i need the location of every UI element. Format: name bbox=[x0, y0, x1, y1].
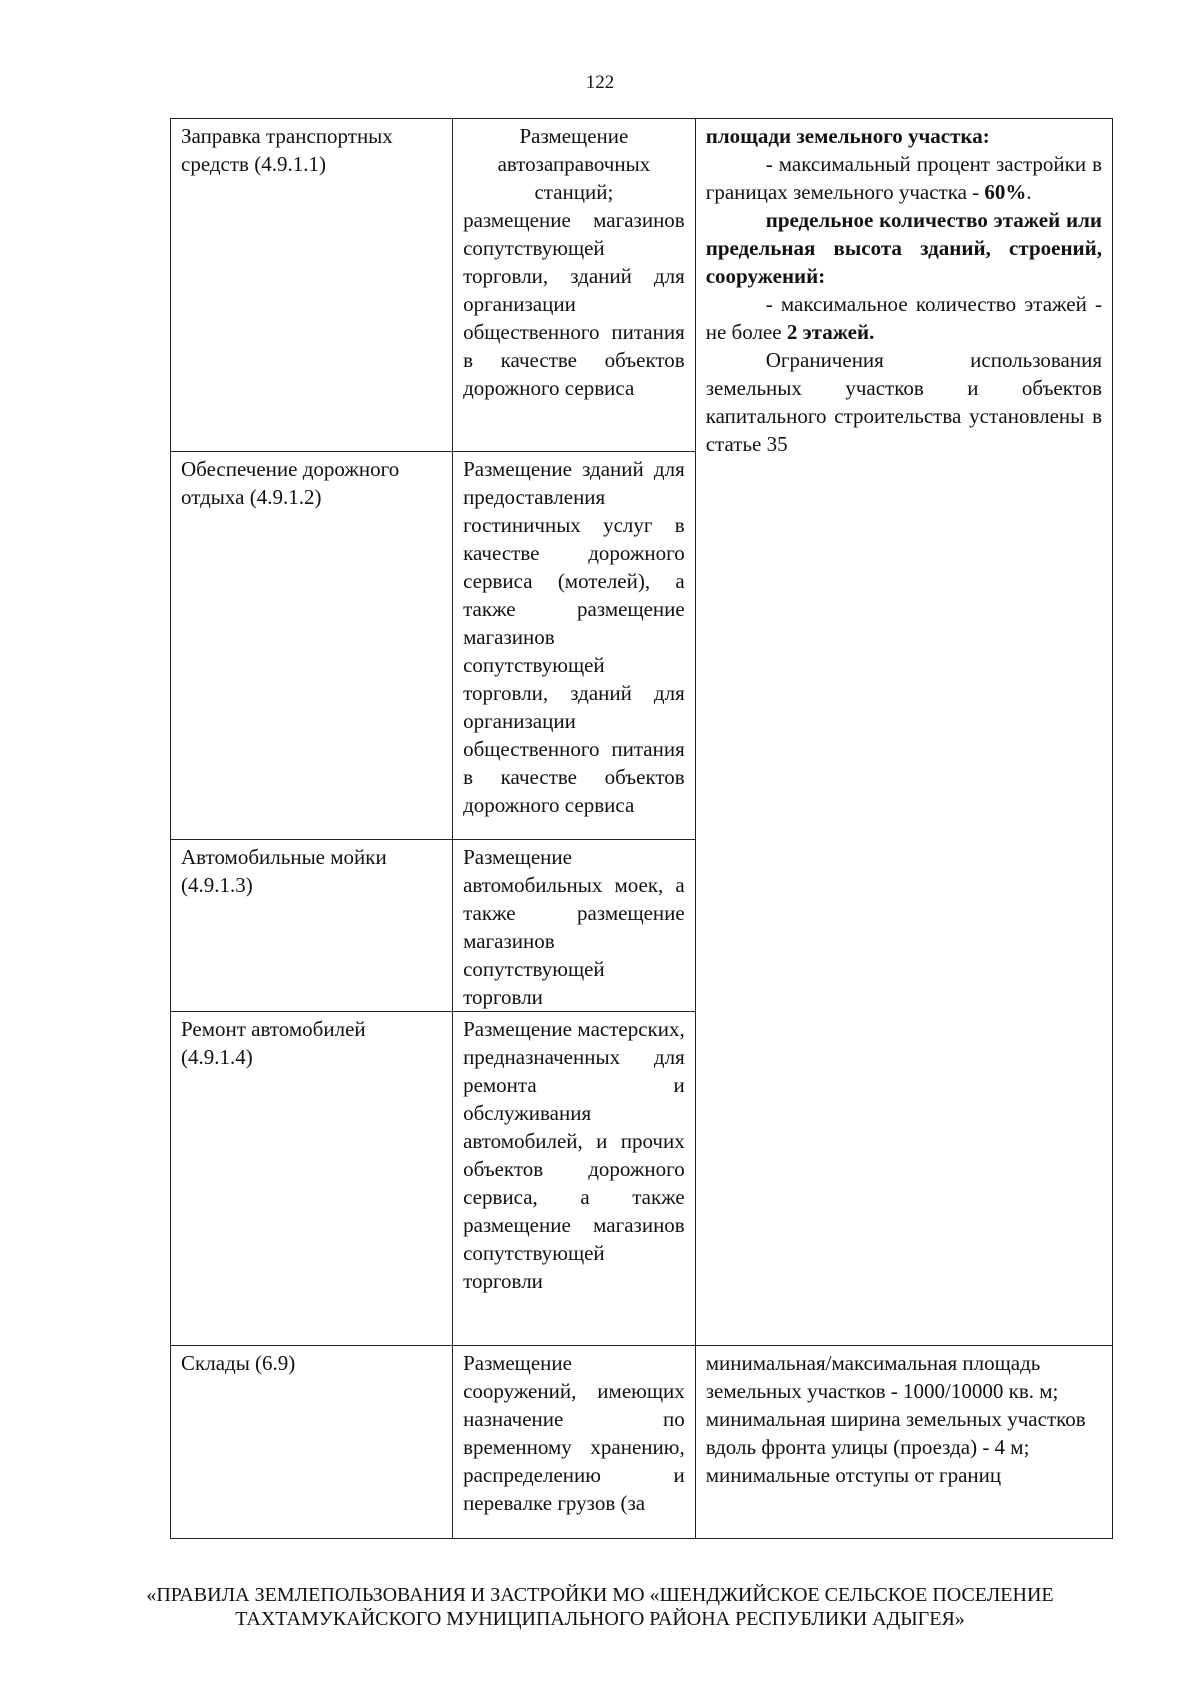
table-row bbox=[171, 119, 1113, 452]
use-type-cell: Заправка транспортных средств (4.9.1.1) bbox=[171, 119, 453, 452]
use-type-cell: Склады (6.9) bbox=[171, 1346, 453, 1539]
use-type-cell: Обеспечение дорожного отдыха (4.9.1.2) bbox=[171, 452, 453, 840]
footer-line-2: ТАХТАМУКАЙСКОГО МУНИЦИПАЛЬНОГО РАЙОНА РЕСПУБЛИКИ АДЫГЕЯ» bbox=[235, 1608, 965, 1630]
use-type-cell: Автомобильные мойки (4.9.1.3) bbox=[171, 840, 453, 1012]
description-cell: Размещение сооружений, имеющих назначение по временному хранению, распределению и перевалке грузов (за bbox=[453, 1346, 696, 1539]
description-cell: Размещение мастерских, предназначенных для ремонта и обслуживания автомобилей, и прочих объектов дорожного сервиса, а также размещение магазинов сопутствующей торговли bbox=[453, 1012, 696, 1346]
page-number: 122 bbox=[585, 72, 615, 93]
params2-line: минимальные отступы от границ bbox=[705, 1463, 1002, 1487]
params2-line: минимальная/максимальная площадь земельных участков - 1000/10000 кв. м; bbox=[705, 1351, 1059, 1403]
table-row bbox=[171, 1346, 1113, 1539]
document-footer bbox=[0, 1583, 1200, 1631]
parameters-cell bbox=[695, 119, 1112, 1346]
params-line-3: Ограничения использования земельных участков и объектов капитального строительства установлены в статье 35 bbox=[705, 348, 1102, 456]
description-cell: Размещение автозаправочных станций; размещение магазинов сопутствующей торговли, зданий для организации общественного питания в качестве объектов дорожного сервиса bbox=[453, 119, 696, 452]
params2-line: минимальная ширина земельных участков вдоль фронта улицы (проезда) - 4 м; bbox=[705, 1407, 1086, 1459]
land-use-table bbox=[170, 118, 1113, 1539]
description-cell: Размещение зданий для предоставления гостиничных услуг в качестве дорожного сервиса (мотелей), а также размещение магазинов сопутствующей торговли, зданий для организации общественного питания в качестве объектов дорожного сервиса bbox=[453, 452, 696, 840]
description-cell: Размещение автомобильных моек, а также размещение магазинов сопутствующей торговли bbox=[453, 840, 696, 1012]
use-type-cell: Ремонт автомобилей (4.9.1.4) bbox=[171, 1012, 453, 1346]
params-heading-2: предельное количество этажей или предельная высота зданий, строений, сооружений: bbox=[705, 208, 1102, 288]
footer-line-1: «ПРАВИЛА ЗЕМЛЕПОЛЬЗОВАНИЯ И ЗАСТРОЙКИ МО «ШЕНДЖИЙСКОЕ СЕЛЬСКОЕ ПОСЕЛЕНИЕ bbox=[146, 1584, 1054, 1606]
parameters-cell bbox=[695, 1346, 1112, 1539]
params-line-1: - максимальный процент застройки в границах земельного участка - 60%. bbox=[705, 152, 1102, 204]
params-heading-1: площади земельного участка: bbox=[705, 124, 990, 148]
params-line-2: - максимальное количество этажей - не более 2 этажей. bbox=[705, 292, 1102, 344]
